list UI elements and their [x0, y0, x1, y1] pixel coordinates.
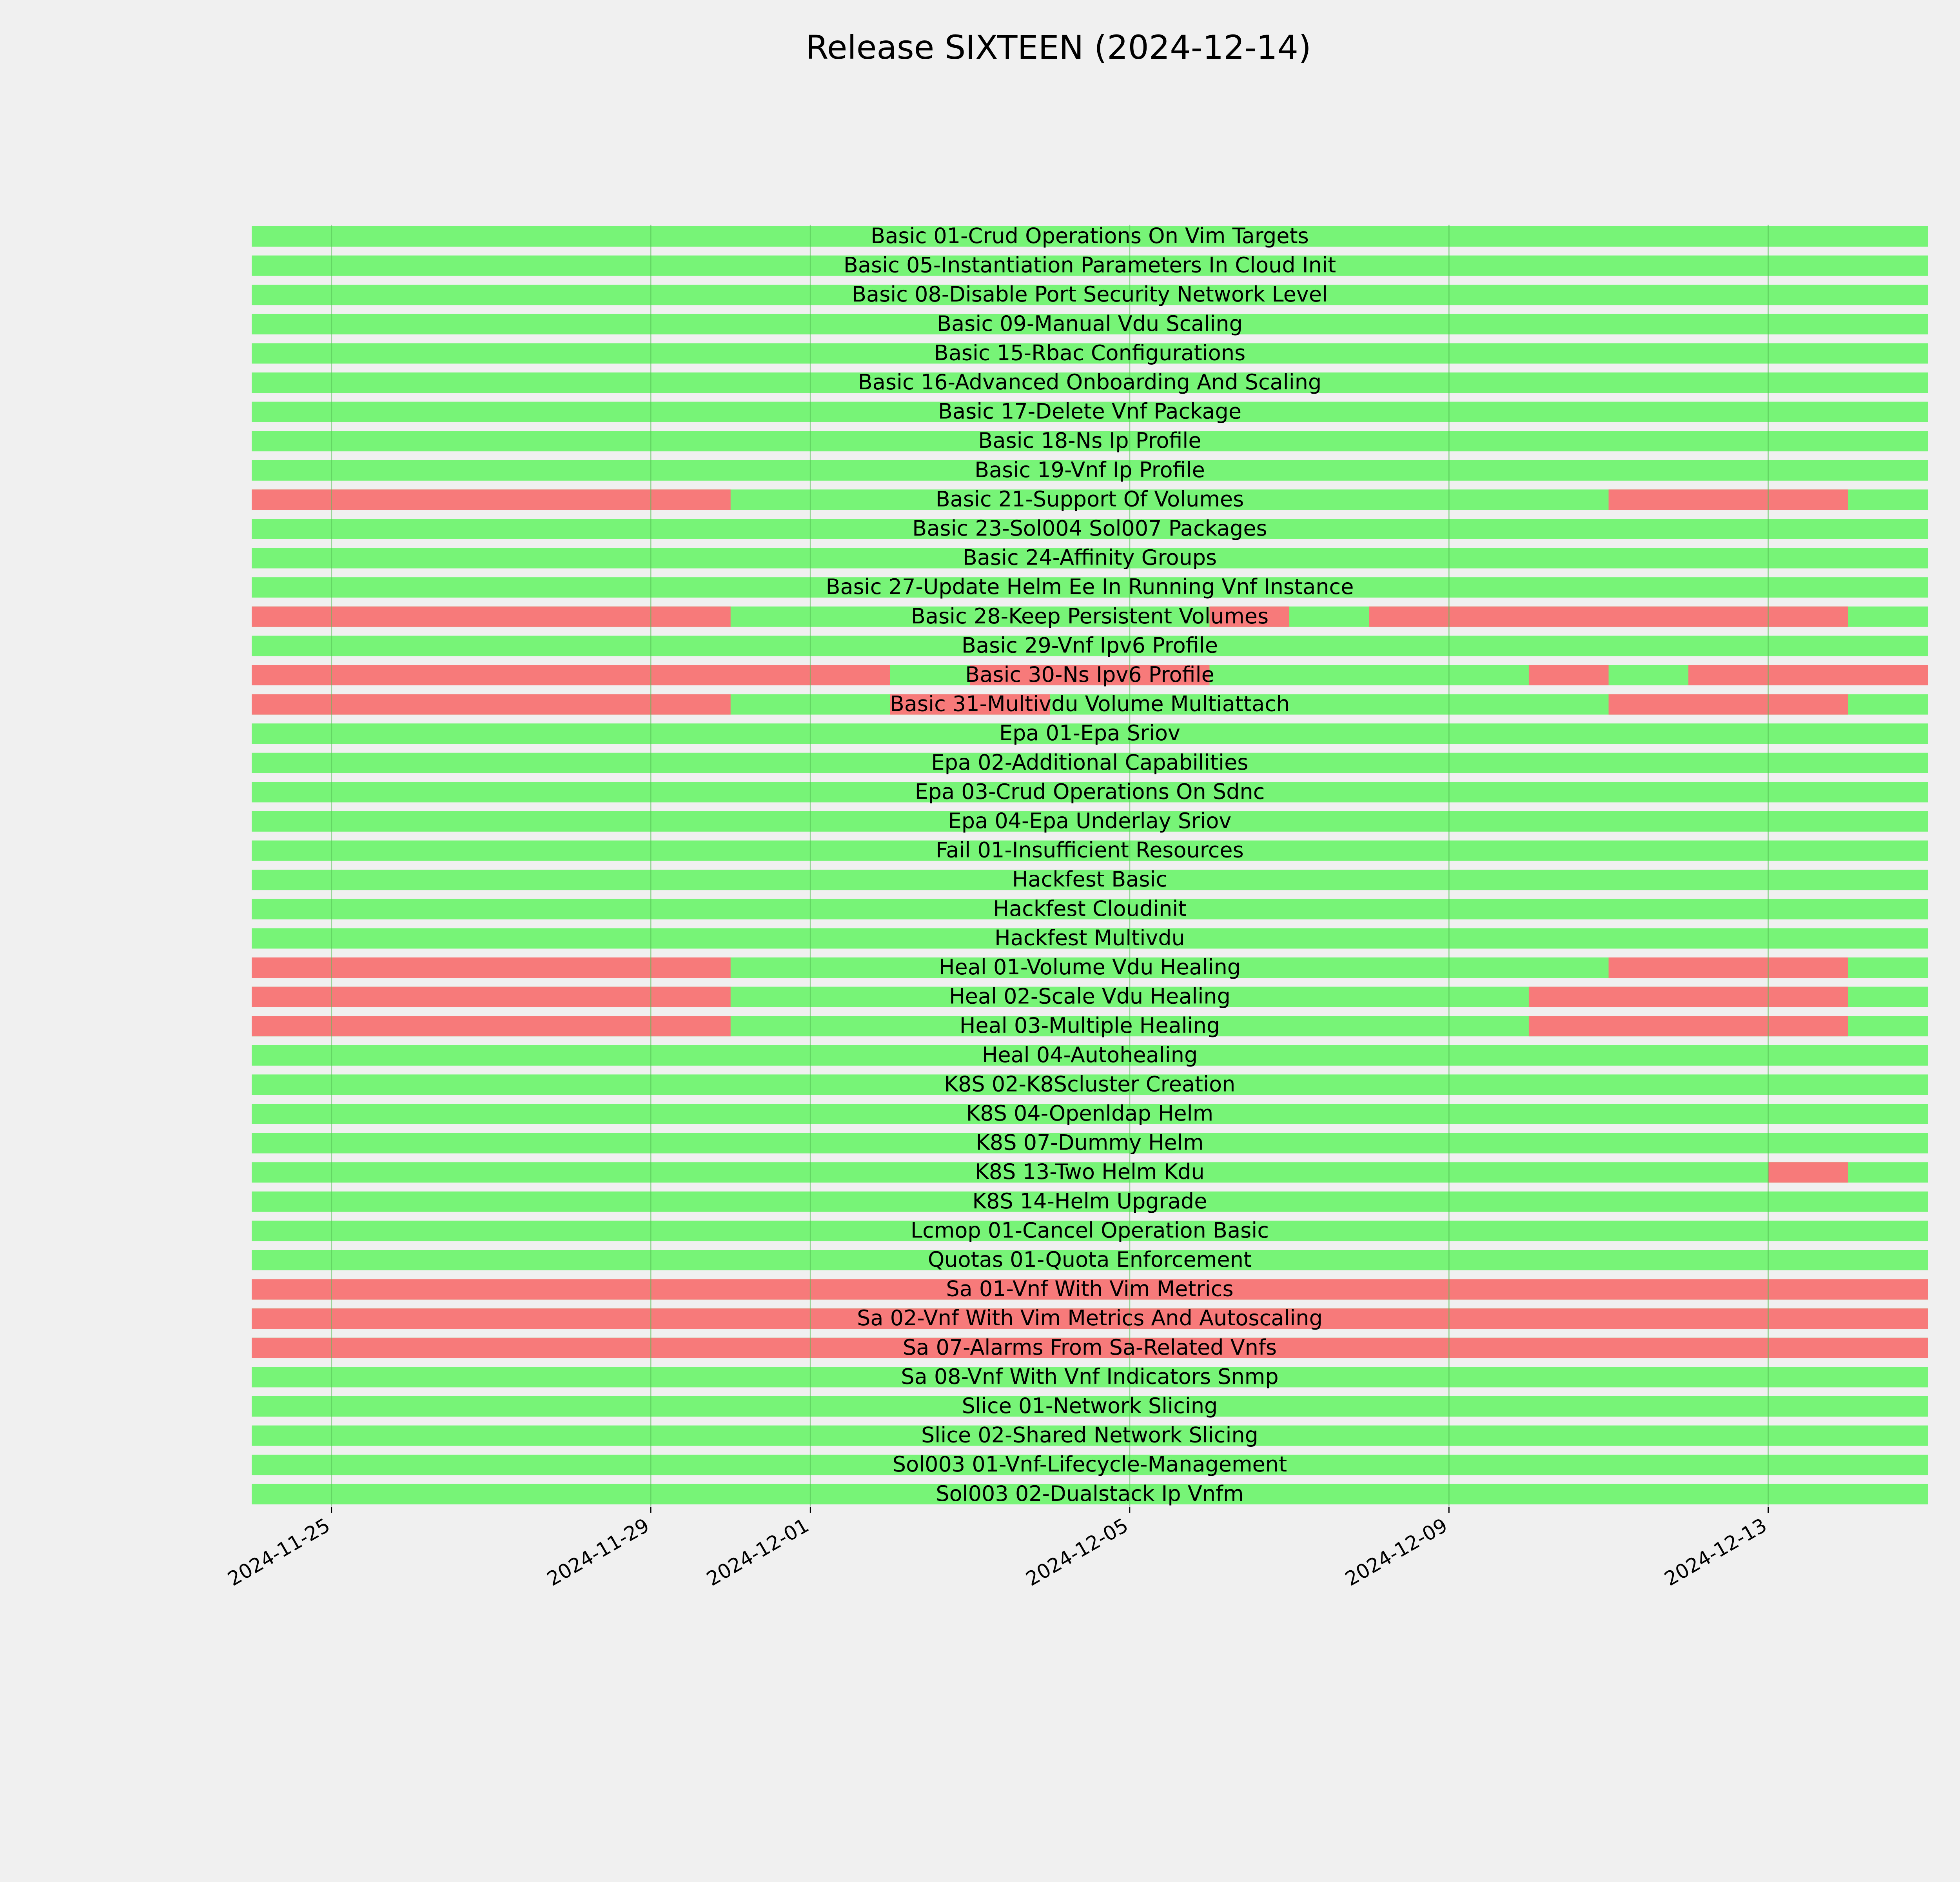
row-label: Basic 17-Delete Vnf Package — [938, 399, 1242, 424]
row-label: Hackfest Cloudinit — [993, 896, 1187, 921]
row-label: K8S 02-K8Scluster Creation — [944, 1072, 1236, 1097]
row-label: Basic 28-Keep Persistent Volumes — [911, 603, 1269, 629]
fail-segment — [1688, 665, 1928, 685]
row-label: Sa 07-Alarms From Sa-Related Vnfs — [902, 1335, 1277, 1360]
row-label: Sa 08-Vnf With Vnf Indicators Snmp — [901, 1364, 1279, 1389]
row-label: Epa 01-Epa Sriov — [999, 721, 1180, 746]
fail-segment — [252, 694, 731, 715]
row-label: Basic 24-Affinity Groups — [962, 545, 1217, 570]
row-label: K8S 14-Helm Upgrade — [972, 1188, 1207, 1213]
tick-label: 2024-12-05 — [1022, 1513, 1132, 1591]
row-label: Sa 02-Vnf With Vim Metrics And Autoscaling — [857, 1306, 1323, 1331]
fail-segment — [252, 665, 890, 685]
fail-segment — [1529, 665, 1609, 685]
row-label: K8S 13-Two Helm Kdu — [975, 1159, 1205, 1184]
row-label: Basic 27-Update Helm Ee In Running Vnf Instance — [826, 574, 1354, 599]
fail-segment — [1369, 607, 1848, 627]
row-label: Fail 01-Insufficient Resources — [936, 837, 1244, 863]
tick-label: 2024-12-01 — [702, 1513, 813, 1591]
fail-segment — [1609, 489, 1848, 510]
row-label: Sol003 01-Vnf-Lifecycle-Management — [892, 1452, 1287, 1477]
row-label: Basic 01-Crud Operations On Vim Targets — [871, 223, 1309, 248]
tick-label: 2024-11-29 — [543, 1513, 653, 1591]
row-label: Basic 23-Sol004 Sol007 Packages — [912, 516, 1267, 541]
tick-label: 2024-11-25 — [223, 1513, 334, 1591]
fail-segment — [1529, 987, 1848, 1007]
fail-segment — [252, 607, 731, 627]
row-label: Basic 31-Multivdu Volume Multiattach — [889, 691, 1290, 716]
row-label: Hackfest Basic — [1012, 867, 1168, 892]
chart-title: Release SIXTEEN (2024-12-14) — [806, 28, 1311, 67]
row-label: Heal 02-Scale Vdu Healing — [949, 984, 1230, 1009]
fail-segment — [252, 489, 731, 510]
row-label: K8S 04-Openldap Helm — [966, 1101, 1214, 1126]
fail-segment — [1609, 957, 1848, 978]
row-label: Quotas 01-Quota Enforcement — [927, 1247, 1252, 1272]
fail-segment — [1609, 694, 1848, 715]
row-label: Slice 02-Shared Network Slicing — [921, 1422, 1258, 1448]
row-label: Slice 01-Network Slicing — [962, 1393, 1218, 1418]
row-label: Epa 03-Crud Operations On Sdnc — [915, 779, 1265, 804]
row-label: Basic 29-Vnf Ipv6 Profile — [961, 633, 1218, 658]
fail-segment — [252, 1016, 731, 1036]
row-label: Basic 16-Advanced Onboarding And Scaling — [858, 370, 1322, 394]
row-label: Epa 02-Additional Capabilities — [931, 750, 1249, 775]
row-label: Hackfest Multivdu — [995, 925, 1185, 950]
tick-label: 2024-12-13 — [1661, 1513, 1771, 1591]
fail-segment — [1529, 1016, 1848, 1036]
row-label: Basic 19-Vnf Ip Profile — [975, 457, 1205, 482]
row-label: Heal 01-Volume Vdu Healing — [938, 955, 1241, 979]
tick-label: 2024-12-09 — [1341, 1513, 1452, 1591]
fail-segment — [252, 987, 731, 1007]
row-label: Heal 04-Autohealing — [982, 1042, 1198, 1067]
row-label: Basic 08-Disable Port Security Network Level — [851, 282, 1328, 307]
fail-segment — [252, 957, 731, 978]
row-label: Lcmop 01-Cancel Operation Basic — [910, 1218, 1269, 1243]
row-label: Basic 05-Instantiation Parameters In Cloud Init — [843, 253, 1336, 278]
row-label: Epa 04-Epa Underlay Sriov — [948, 808, 1232, 833]
row-label: Basic 15-Rbac Configurations — [934, 340, 1246, 365]
row-label: Basic 21-Support Of Volumes — [935, 487, 1244, 512]
row-label: Basic 18-Ns Ip Profile — [978, 428, 1201, 453]
row-label: Basic 30-Ns Ipv6 Profile — [965, 662, 1214, 687]
row-label: Basic 09-Manual Vdu Scaling — [937, 311, 1243, 336]
fail-segment — [1768, 1162, 1848, 1183]
row-label: Sa 01-Vnf With Vim Metrics — [946, 1276, 1234, 1301]
row-label: Heal 03-Multiple Healing — [959, 1013, 1220, 1038]
row-label: Sol003 02-Dualstack Ip Vnfm — [936, 1481, 1244, 1506]
row-label: K8S 07-Dummy Helm — [976, 1130, 1204, 1155]
